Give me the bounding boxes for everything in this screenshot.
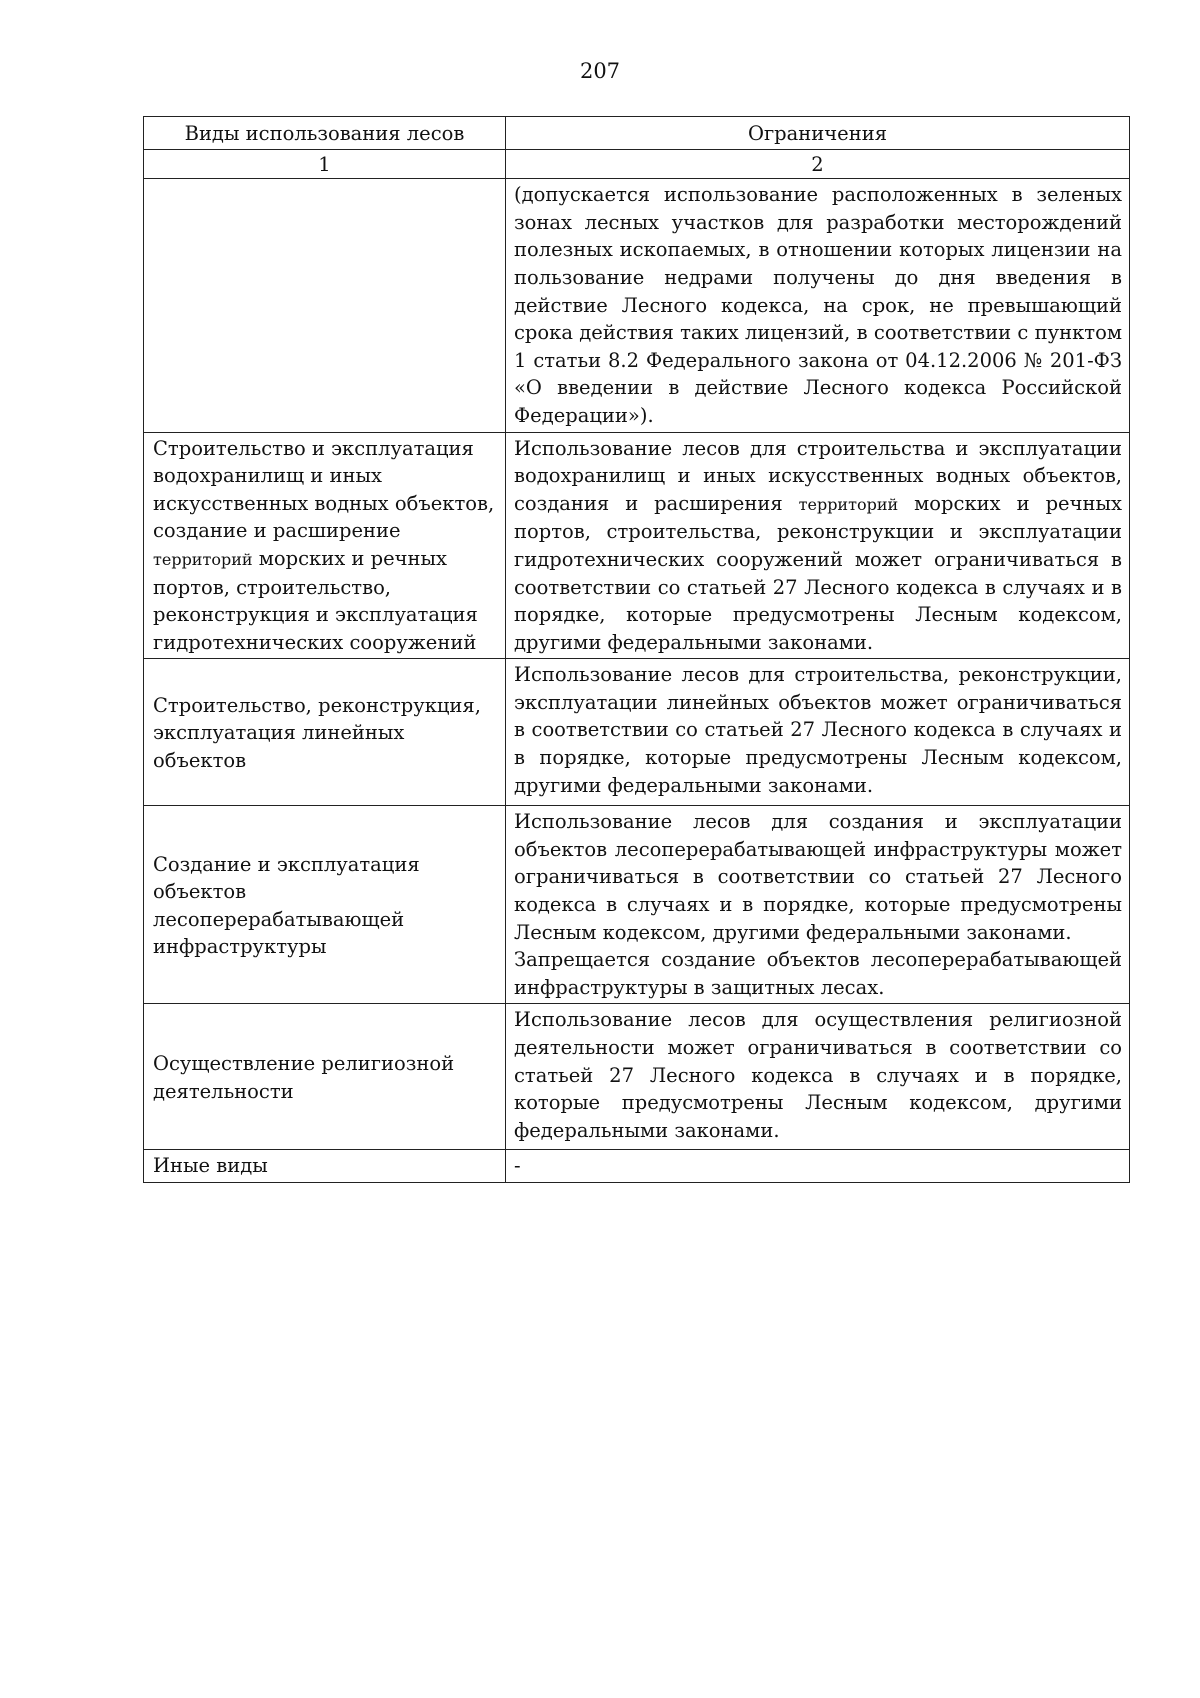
restriction-cell: Использование лесов для строительства, реконструкции, эксплуатации линейных объектов может ограничиваться в соответствии со статьей 27 Лесного кодекса в случаях и в порядке, которые предусмотрены Лесным кодексом, другими федеральными законами. [506, 659, 1130, 806]
restriction-paragraph-2: Запрещается создание объектов лесоперерабатывающей инфраструктуры в защитных лесах. [514, 948, 1122, 999]
forest-use-type-text-continued: морских и речных портов, строительство, реконструкция и эксплуатация гидротехнических сооружений [153, 546, 478, 654]
restriction-paragraph-1: Использование лесов для создания и эксплуатации объектов лесоперерабатывающей инфраструктуры может ограничиваться в соответствии со статьей 27 Лесного кодекса в случаях и в порядке, которые предусмотрены Лесным кодексом, другими федеральными законами. [514, 810, 1122, 944]
page-number: 207 [579, 59, 621, 83]
forest-use-type-cell: Осуществление религиозной деятельности [144, 1004, 506, 1150]
restriction-cell [506, 806, 1130, 1004]
restriction-text: Использование лесов для строительства и эксплуатации водохранилищ и иных искусственных водных объектов, создания и расширения [514, 436, 1122, 515]
table-row [144, 179, 1130, 432]
column-header-forest-use-types: Виды использования лесов [144, 117, 506, 150]
forest-use-type-cell-empty [144, 179, 506, 432]
restriction-cell: Использование лесов для осуществления религиозной деятельности может ограничиваться в соответствии со статьей 27 Лесного кодекса в случаях и в порядке, которые предусмотрены Лесным кодексом, другими федеральными законами. [506, 1004, 1130, 1150]
restriction-cell [506, 432, 1130, 659]
restrictions-table [143, 116, 1130, 1183]
forest-use-type-cell: Строительство, реконструкция, эксплуатация линейных объектов [144, 659, 506, 806]
forest-use-type-cell: Иные виды [144, 1150, 506, 1183]
forest-use-type-small-word: территорий [153, 549, 253, 569]
table-row [144, 1150, 1130, 1183]
restriction-cell: (допускается использование расположенных в зеленых зонах лесных участков для разработки месторождений полезных ископаемых, в отношении которых лицензии на пользование недрами получены до дня введения в действие Лесного кодекса, на срок, не превышающий срока действия таких лицензий, в соответствии с пунктом 1 статьи 8.2 Федерального закона от 04.12.2006 № 201-ФЗ «О введении в действие Лесного кодекса Российской Федерации»). [506, 179, 1130, 432]
table-row [144, 1004, 1130, 1150]
table-row [144, 432, 1130, 659]
restriction-cell: - [506, 1150, 1130, 1183]
table-row [144, 806, 1130, 1004]
restriction-small-word: территорий [798, 494, 899, 514]
column-number-2: 2 [506, 149, 1130, 179]
column-number-1: 1 [144, 149, 506, 179]
restriction-text-continued: морских и речных портов, строительства, реконструкции и эксплуатации гидротехнических сооружений может ограничиваться в соответствии со статьей 27 Лесного кодекса в случаях и в порядке, которые предусмотрены Лесным кодексом, другими федеральными законами. [514, 491, 1123, 654]
forest-use-type-text: Строительство и эксплуатация водохранилищ и иных искусственных водных объектов, создание и расширение [153, 436, 495, 543]
table-row [144, 659, 1130, 806]
forest-use-type-cell: Создание и эксплуатация объектов лесоперерабатывающей инфраструктуры [144, 806, 506, 1004]
column-numbering-row [144, 149, 1130, 179]
forest-use-type-cell [144, 432, 506, 659]
table-header-row [144, 117, 1130, 150]
column-header-restrictions: Ограничения [506, 117, 1130, 150]
